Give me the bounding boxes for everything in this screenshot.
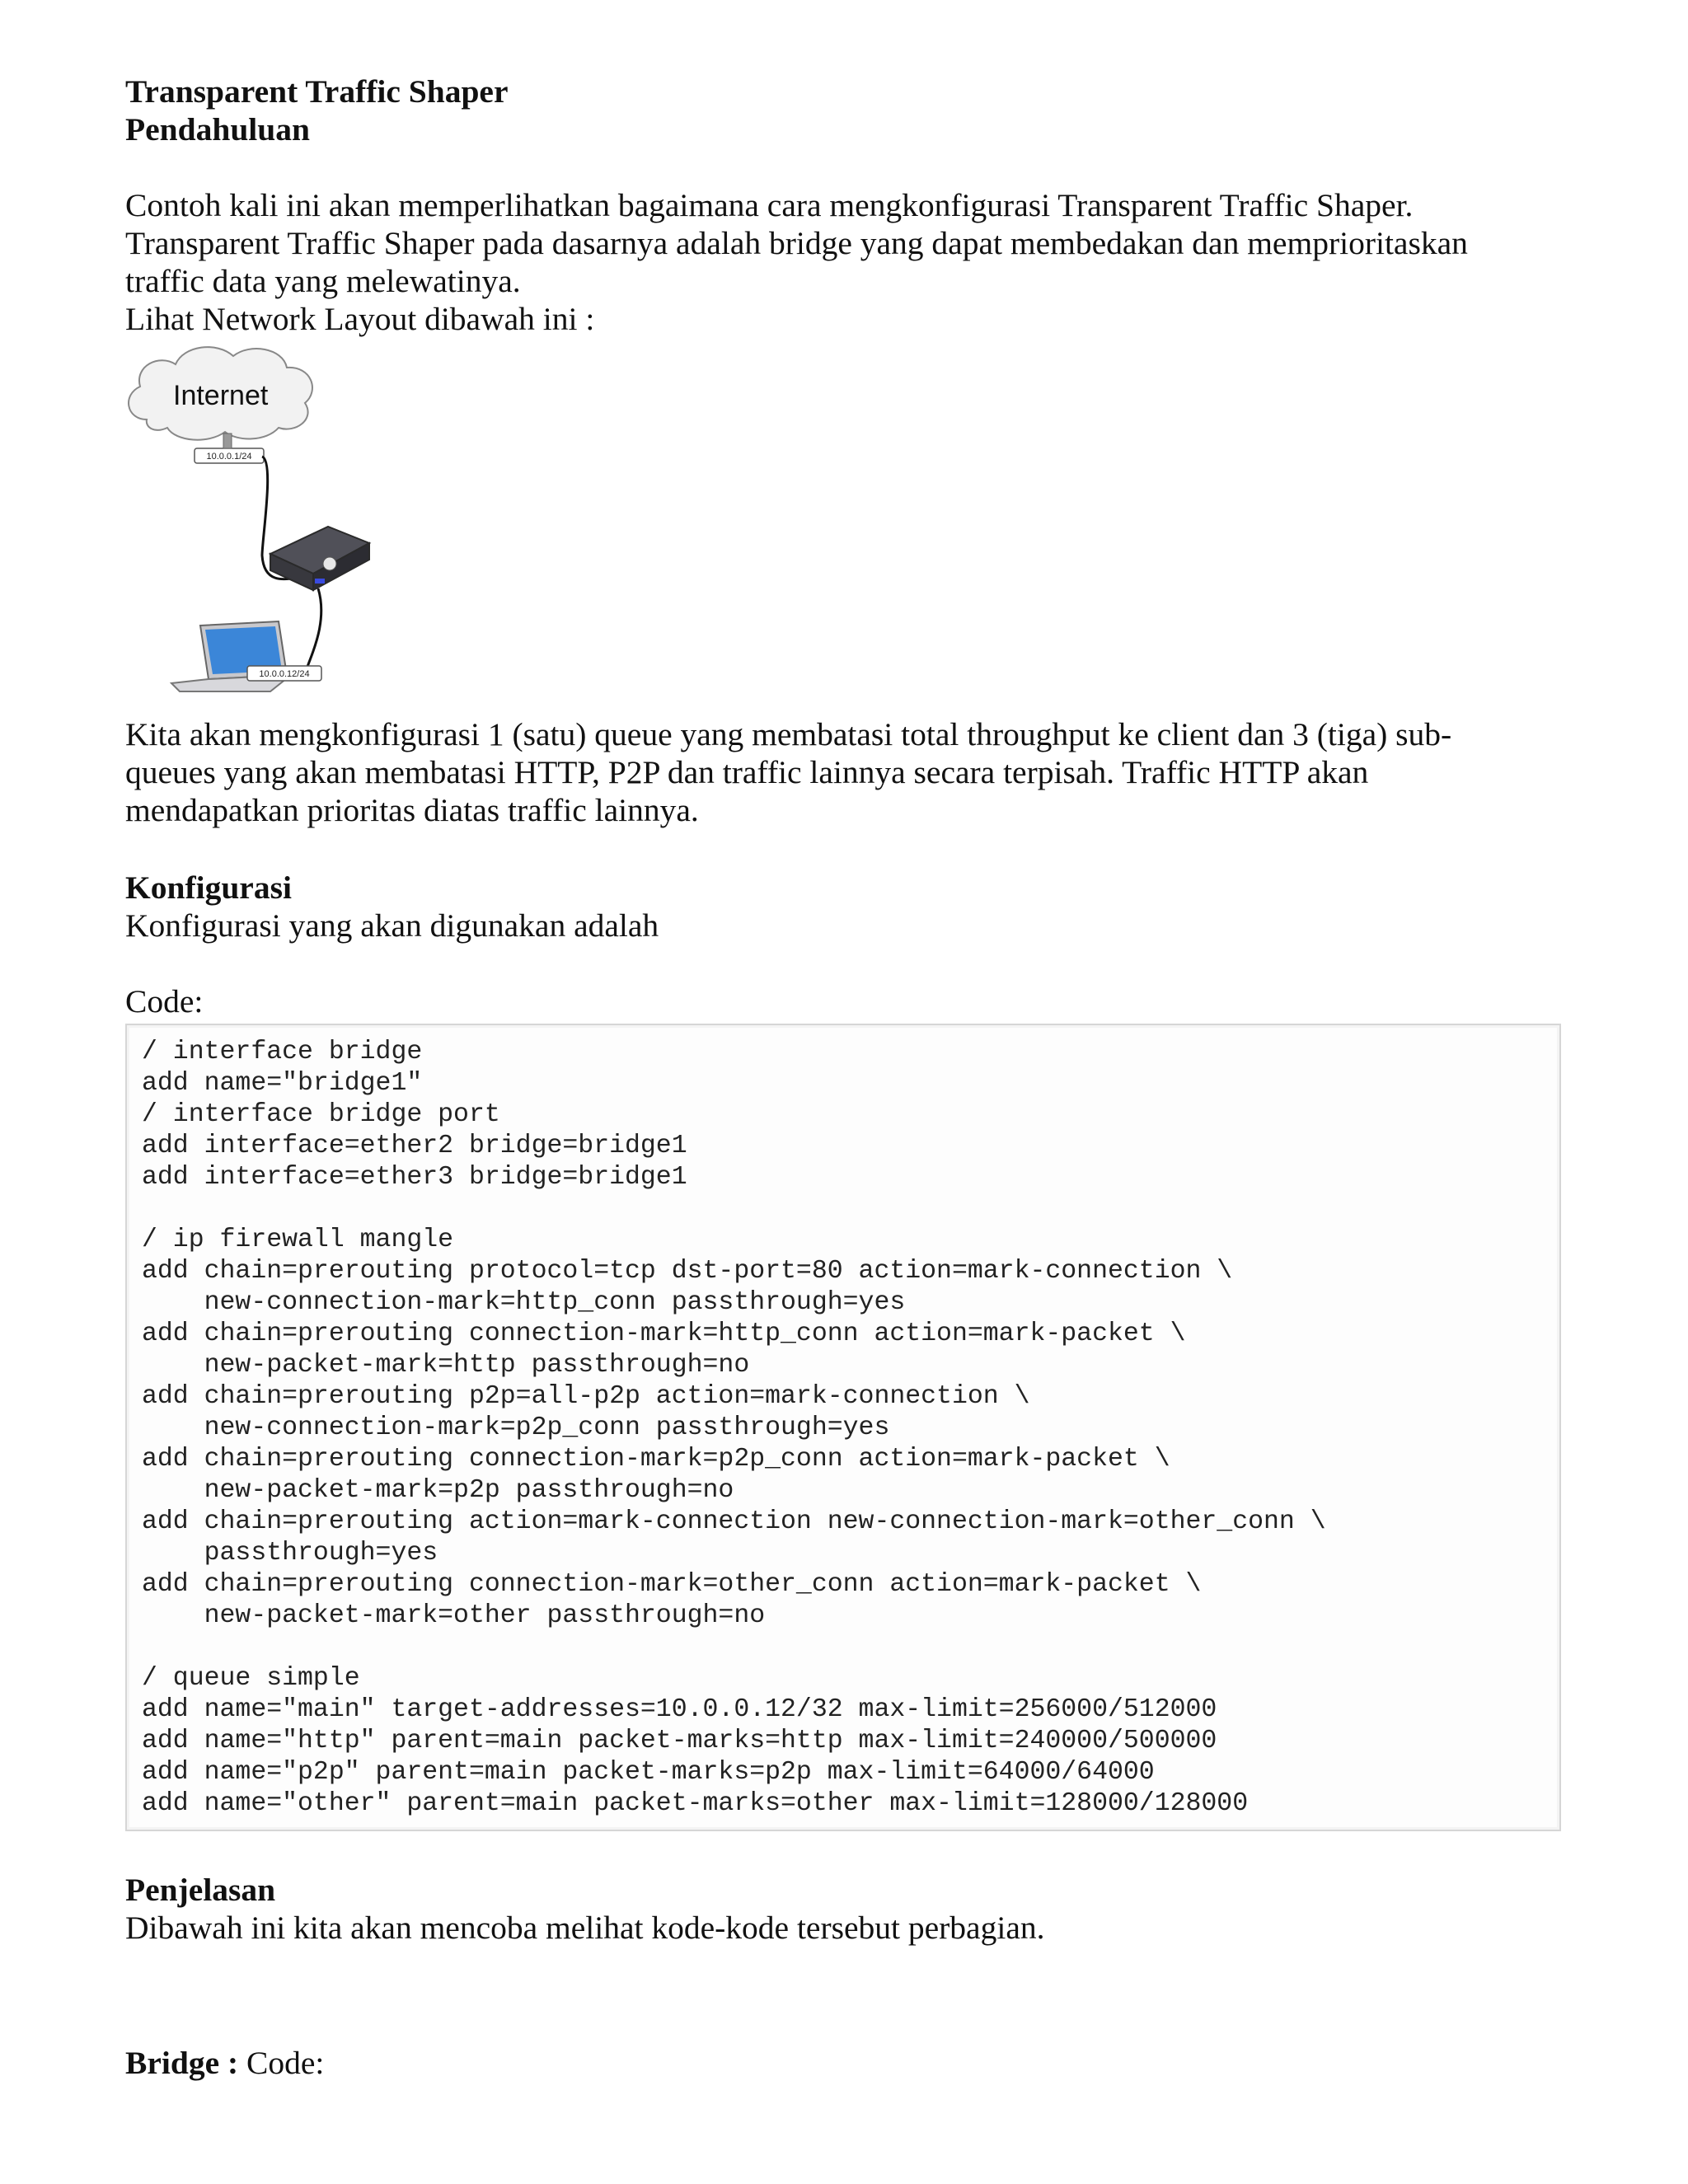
document-page	[125, 73, 1568, 2082]
intro-heading: Pendahuluan	[125, 111, 310, 148]
lower-address: 10.0.0.12/24	[259, 669, 310, 679]
config-heading: Konfigurasi	[125, 869, 292, 906]
intro-line: traffic data yang melewatinya.	[125, 263, 521, 299]
code-label: Code:	[125, 983, 204, 1019]
queue-line: Kita akan mengkonfigurasi 1 (satu) queue yang membatasi total throughput ke client dan 3 (tiga) sub-	[125, 716, 1452, 752]
bridge-code-label: Code:	[246, 2045, 325, 2081]
intro-paragraph	[125, 186, 1568, 338]
intro-line: Contoh kali ini akan memperlihatkan bagaimana cara mengkonfigurasi Transparent Traffic Shaper.	[125, 187, 1414, 223]
bridge-label: Bridge :	[125, 2045, 239, 2081]
explain-heading: Penjelasan	[125, 1872, 276, 1908]
router-icon	[270, 527, 369, 590]
internet-cloud	[129, 347, 312, 440]
queue-line: queues yang akan membatasi HTTP, P2P dan traffic lainnya secara terpisah. Traffic HTTP akan	[125, 754, 1369, 790]
queue-line: mendapatkan prioritas diatas traffic lainnya.	[125, 792, 699, 828]
code-content: / interface bridge add name="bridge1" / interface bridge port add interface=ether2 bridge=bridge1 add interface=ether3 bridge=bridge1 / ip firewall mangle add chain=prerouting protocol=tcp dst-port=80 action=mark-connection \ new-connection-mark=http_conn passthrough=yes add chain=prerouting connection-mark=http_conn action=mark-packet \ new-packet-mark=http passthrough=no add chain=prerouting p2p=all-p2p action=mark-connection \ new-connection-mark=p2p_conn passthrough=yes add chain=prerouting connection-mark=p2p_conn action=mark-packet \ new-packet-mark=p2p passthrough=no add chain=prerouting action=mark-connection new-connection-mark=other_conn \ passthrough=yes add chain=prerouting connection-mark=other_conn action=mark-packet \ new-packet-mark=other passthrough=no / queue simple add name="main" target-addresses=10.0.0.12/32 max-limit=256000/512000 add name="http" parent=main packet-marks=http max-limit=240000/500000 add name="p2p" parent=main packet-marks=p2p max-limit=64000/64000 add name="other" parent=main packet-marks=other max-limit=128000/128000	[142, 1038, 1326, 1818]
cloud-label: Internet	[173, 380, 269, 411]
bridge-line	[125, 2044, 1568, 2082]
lower-address-tag	[247, 666, 321, 681]
upper-address: 10.0.0.1/24	[206, 452, 252, 462]
intro-line: Lihat Network Layout dibawah ini :	[125, 301, 595, 337]
code-block	[125, 1024, 1561, 1831]
network-layout-diagram	[122, 341, 386, 704]
cable-lower	[307, 588, 321, 667]
queue-paragraph	[125, 715, 1568, 829]
intro-line: Transparent Traffic Shaper pada dasarnya adalah bridge yang dapat membedakan dan memprioritaskan	[125, 225, 1468, 261]
explain-text: Dibawah ini kita akan mencoba melihat kode-kode tersebut perbagian.	[125, 1910, 1045, 1946]
config-text: Konfigurasi yang akan digunakan adalah	[125, 907, 659, 944]
document-title: Transparent Traffic Shaper	[125, 73, 509, 110]
